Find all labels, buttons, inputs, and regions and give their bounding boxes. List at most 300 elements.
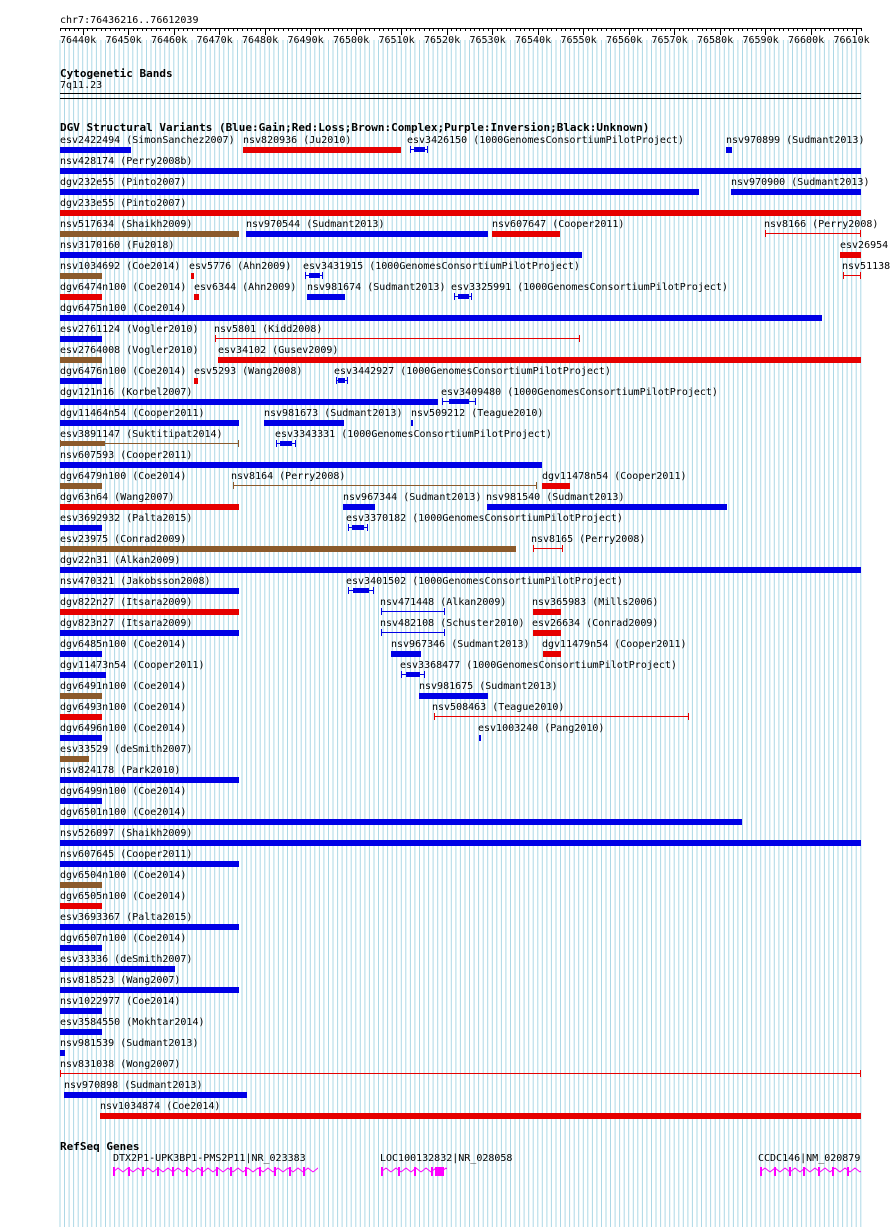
variant-bar[interactable] [60, 462, 542, 468]
ruler-tick [852, 28, 853, 31]
variant-line[interactable] [765, 233, 861, 234]
variant-line[interactable] [843, 275, 861, 276]
variant-bar[interactable] [60, 945, 102, 951]
variant-line-end [536, 482, 537, 489]
variant-label[interactable]: esv5776 (Ahn2009) [189, 261, 292, 272]
gene-model[interactable] [113, 1165, 318, 1177]
variant-bar[interactable] [60, 504, 239, 510]
variant-label[interactable]: dgv6501n100 (Coe2014) [60, 807, 187, 818]
variant-label[interactable]: nsv1022977 (Coe2014) [60, 996, 181, 1007]
ruler-tick-label: 76550k [560, 35, 597, 46]
variant-bar[interactable] [191, 273, 194, 279]
variant-label[interactable]: dgv63n64 (Wang2007) [60, 492, 175, 503]
variant-bar[interactable] [60, 546, 516, 552]
ruler-tick [92, 28, 93, 31]
ruler-tick [256, 28, 257, 31]
variant-bar[interactable] [60, 714, 102, 720]
variant-bar[interactable] [60, 1008, 102, 1014]
variant-bar[interactable] [60, 315, 822, 321]
ruler-tick [583, 28, 584, 35]
variant-bar[interactable] [731, 189, 861, 195]
variant-label[interactable]: esv34102 (Gusev2009) [218, 345, 339, 356]
ruler-tick [661, 28, 662, 31]
variant-line-end [471, 293, 472, 300]
variant-label[interactable]: dgv11473n54 (Cooper2011) [60, 660, 205, 671]
variant-label[interactable]: nsv8166 (Perry2008) [764, 219, 879, 230]
ruler-tick [524, 28, 525, 31]
variant-line-end [860, 230, 861, 237]
variant-bar[interactable] [60, 231, 239, 237]
variant-label[interactable]: esv26954 [840, 240, 889, 251]
variant-line-end [336, 377, 337, 384]
variant-label[interactable]: nsv5801 (Kidd2008) [214, 324, 323, 335]
ruler-tick [470, 28, 471, 31]
variant-bar[interactable] [542, 483, 570, 489]
variant-label[interactable]: dgv6491n100 (Coe2014) [60, 681, 187, 692]
variant-label[interactable]: nsv607647 (Cooper2011) [492, 219, 625, 230]
variant-bar[interactable] [60, 672, 106, 678]
variant-line-end [348, 587, 349, 594]
ruler-tick [69, 28, 70, 31]
variant-line[interactable] [434, 716, 689, 717]
ruler-tick [169, 28, 170, 31]
variant-label[interactable]: dgv6496n100 (Coe2014) [60, 723, 187, 734]
ruler-tick [479, 28, 480, 31]
variant-label[interactable]: nsv818523 (Wang2007) [60, 975, 181, 986]
variant-label[interactable]: nsv981674 (Sudmant2013) [307, 282, 446, 293]
ruler-tick [288, 28, 289, 31]
variant-bar[interactable] [60, 903, 102, 909]
variant-bar[interactable] [343, 504, 375, 510]
ruler-tick-label: 76490k [287, 35, 324, 46]
variant-label[interactable]: esv3401502 (1000GenomesConsortiumPilotProject) [346, 576, 623, 587]
variant-label[interactable]: dgv822n27 (Itsara2009) [60, 597, 193, 608]
variant-line-end [434, 713, 435, 720]
variant-bar[interactable] [338, 378, 345, 383]
ruler-tick [843, 28, 844, 31]
variant-label[interactable]: esv3325991 (1000GenomesConsortiumPilotProject) [451, 282, 728, 293]
variant-label[interactable]: nsv981540 (Sudmant2013) [486, 492, 625, 503]
variant-bar[interactable] [194, 294, 199, 300]
variant-bar[interactable] [246, 231, 488, 237]
variant-label[interactable]: dgv6475n100 (Coe2014) [60, 303, 187, 314]
variant-label[interactable]: nsv470321 (Jakobsson2008) [60, 576, 211, 587]
variant-line-end [765, 230, 766, 237]
variant-bar[interactable] [60, 210, 861, 216]
variant-bar[interactable] [406, 672, 420, 677]
ruler-tick [829, 28, 830, 31]
variant-label[interactable]: nsv471448 (Alkan2009) [380, 597, 507, 608]
ruler-tick [779, 28, 780, 31]
ruler-tick [574, 28, 575, 31]
variant-bar[interactable] [60, 882, 102, 888]
variant-label[interactable]: nsv508463 (Teague2010) [432, 702, 565, 713]
ruler-tick [146, 28, 147, 31]
variant-label[interactable]: nsv981675 (Sudmant2013) [419, 681, 558, 692]
variant-label[interactable]: nsv1034692 (Coe2014) [60, 261, 181, 272]
variant-bar[interactable] [60, 861, 239, 867]
ruler-tick [510, 28, 511, 31]
ruler-tick [174, 28, 175, 35]
variant-label[interactable]: esv3891147 (Suktitipat2014) [60, 429, 223, 440]
ruler-tick [251, 28, 252, 31]
variant-bar[interactable] [218, 357, 861, 363]
variant-label[interactable]: esv1003240 (Pang2010) [478, 723, 605, 734]
variant-bar[interactable] [487, 504, 727, 510]
ruler-tick [87, 28, 88, 31]
variant-label[interactable]: nsv1034874 (Coe2014) [100, 1101, 221, 1112]
variant-label[interactable]: nsv967344 (Sudmant2013) [343, 492, 482, 503]
variant-bar[interactable] [840, 252, 861, 258]
variant-bar[interactable] [60, 798, 102, 804]
gene-exon [803, 1167, 805, 1176]
ruler-tick [356, 28, 357, 35]
ruler-tick [197, 28, 198, 31]
variant-label[interactable]: nsv970544 (Sudmant2013) [246, 219, 385, 230]
ruler-tick [397, 28, 398, 31]
variant-bar[interactable] [60, 147, 131, 153]
coordinate-label: chr7:76436216..76612039 [60, 15, 199, 26]
variant-label[interactable]: dgv11478n54 (Cooper2011) [542, 471, 687, 482]
variant-bar[interactable] [60, 819, 742, 825]
ruler-tick [697, 28, 698, 31]
variant-bar[interactable] [60, 1050, 65, 1056]
variant-line-end [562, 545, 563, 552]
variant-bar[interactable] [60, 399, 438, 405]
variant-bar[interactable] [280, 441, 292, 446]
variant-bar[interactable] [533, 630, 561, 636]
gene-exon [245, 1167, 247, 1176]
variant-bar[interactable] [60, 924, 239, 930]
variant-label[interactable]: esv3442927 (1000GenomesConsortiumPilotProject) [334, 366, 611, 377]
ruler-tick [720, 28, 721, 35]
variant-bar[interactable] [391, 651, 421, 657]
variant-label[interactable]: esv2764008 (Vogler2010) [60, 345, 199, 356]
ruler-tick [820, 28, 821, 31]
variant-bar[interactable] [60, 357, 102, 363]
gene-exon [157, 1167, 159, 1176]
variant-line[interactable] [381, 611, 445, 612]
variant-label[interactable]: nsv967346 (Sudmant2013) [391, 639, 530, 650]
variant-label[interactable]: dgv6479n100 (Coe2014) [60, 471, 187, 482]
ruler-tick [647, 28, 648, 31]
ruler-tick [133, 28, 134, 31]
variant-label[interactable]: esv3409480 (1000GenomesConsortiumPilotProject) [441, 387, 718, 398]
ruler-tick [324, 28, 325, 31]
ruler-tick [611, 28, 612, 31]
ruler-tick [178, 28, 179, 31]
variant-line-end [424, 671, 425, 678]
variant-bar[interactable] [307, 294, 345, 300]
variant-label[interactable]: dgv232e55 (Pinto2007) [60, 177, 187, 188]
ruler-tick [811, 28, 812, 35]
gene-label[interactable]: LOC100132832|NR_028058 [380, 1153, 513, 1164]
ruler-tick [501, 28, 502, 31]
variant-label[interactable]: dgv6474n100 (Coe2014) [60, 282, 187, 293]
ruler-tick [433, 28, 434, 31]
ruler-tick [806, 28, 807, 31]
ruler-tick [374, 28, 375, 31]
variant-label[interactable]: esv2422494 (SimonSanchez2007) [60, 135, 235, 146]
variant-bar[interactable] [60, 168, 861, 174]
ruler-tick-label: 76530k [469, 35, 506, 46]
variant-label[interactable]: nsv831038 (Wong2007) [60, 1059, 181, 1070]
variant-line-end [348, 524, 349, 531]
variant-label[interactable]: esv3370182 (1000GenomesConsortiumPilotProject) [346, 513, 623, 524]
variant-label[interactable]: esv3426150 (1000GenomesConsortiumPilotProject) [407, 135, 684, 146]
variant-bar[interactable] [414, 147, 425, 152]
variant-label[interactable]: dgv6485n100 (Coe2014) [60, 639, 187, 650]
ruler-tick [492, 28, 493, 35]
variant-label[interactable]: esv3693367 (Palta2015) [60, 912, 193, 923]
variant-label[interactable]: nsv517634 (Shaikh2009) [60, 219, 193, 230]
variant-bar[interactable] [60, 294, 102, 300]
ruler-tick-label: 76590k [742, 35, 779, 46]
variant-bar[interactable] [60, 441, 105, 446]
variant-bar[interactable] [419, 693, 488, 699]
variant-line-end [347, 377, 348, 384]
ruler-tick [292, 28, 293, 31]
ruler-tick [456, 28, 457, 31]
variant-bar[interactable] [309, 273, 320, 278]
variant-label[interactable]: esv3343331 (1000GenomesConsortiumPilotProject) [275, 429, 552, 440]
ruler-tick [438, 28, 439, 31]
variant-bar[interactable] [60, 525, 102, 531]
variant-bar[interactable] [60, 189, 699, 195]
ruler-tick [342, 28, 343, 31]
ruler-tick [856, 28, 857, 35]
variant-label[interactable]: dgv11464n54 (Cooper2011) [60, 408, 205, 419]
variant-bar[interactable] [352, 525, 364, 530]
variant-line[interactable] [60, 1073, 861, 1074]
ruler-tick [306, 28, 307, 31]
variant-label[interactable]: nsv824178 (Park2010) [60, 765, 181, 776]
ruler-tick [465, 28, 466, 31]
variant-label[interactable]: nsv428174 (Perry2008b) [60, 156, 193, 167]
ruler-tick-label: 76470k [196, 35, 233, 46]
ruler-tick [724, 28, 725, 31]
ruler-tick [642, 28, 643, 31]
variant-label[interactable]: nsv981673 (Sudmant2013) [264, 408, 403, 419]
variant-line-end [444, 629, 445, 636]
variant-label[interactable]: esv3584550 (Mokhtar2014) [60, 1017, 205, 1028]
variant-bar[interactable] [60, 987, 239, 993]
ruler-tick [592, 28, 593, 31]
variant-bar[interactable] [533, 609, 561, 615]
variant-label[interactable]: nsv509212 (Teague2010) [411, 408, 544, 419]
variant-label[interactable]: nsv51138 [842, 261, 890, 272]
variant-bar[interactable] [479, 735, 481, 741]
variant-bar[interactable] [60, 630, 239, 636]
variant-label[interactable]: dgv233e55 (Pinto2007) [60, 198, 187, 209]
variant-bar[interactable] [60, 252, 582, 258]
variant-label[interactable]: esv23975 (Conrad2009) [60, 534, 187, 545]
ruler-tick-label: 76610k [833, 35, 870, 46]
variant-line-end [454, 293, 455, 300]
variant-label[interactable]: dgv11479n54 (Cooper2011) [542, 639, 687, 650]
ruler-tick [565, 28, 566, 31]
variant-line[interactable] [381, 632, 445, 633]
ruler-tick [379, 28, 380, 31]
variant-line-end [843, 272, 844, 279]
ruler-tick [765, 28, 766, 35]
variant-label[interactable]: nsv526097 (Shaikh2009) [60, 828, 193, 839]
variant-label[interactable]: esv33336 (deSmith2007) [60, 954, 193, 965]
variant-bar[interactable] [60, 336, 102, 342]
ruler-tick-label: 76460k [151, 35, 188, 46]
variant-label[interactable]: nsv970900 (Sudmant2013) [731, 177, 870, 188]
variant-line-end [215, 335, 216, 342]
ruler-tick [497, 28, 498, 31]
ruler-tick [83, 28, 84, 35]
ruler-tick [551, 28, 552, 31]
variant-label[interactable]: esv3431915 (1000GenomesConsortiumPilotProject) [303, 261, 580, 272]
variant-line-end [295, 440, 296, 447]
variant-label[interactable]: esv26634 (Conrad2009) [532, 618, 659, 629]
gene-model[interactable] [760, 1165, 861, 1177]
gene-exon [172, 1167, 174, 1176]
gene-label[interactable]: DTX2P1-UPK3BP1-PMS2P11|NR_023383 [113, 1153, 306, 1164]
variant-label[interactable]: esv2761124 (Vogler2010) [60, 324, 199, 335]
variant-line-end [305, 272, 306, 279]
ruler-tick [706, 28, 707, 31]
variant-bar[interactable] [492, 231, 560, 237]
variant-label[interactable]: dgv6504n100 (Coe2014) [60, 870, 187, 881]
variant-bar[interactable] [194, 378, 198, 384]
variant-label[interactable]: dgv121n16 (Korbel2007) [60, 387, 193, 398]
variant-bar[interactable] [60, 840, 861, 846]
ruler-tick [283, 28, 284, 31]
variant-bar[interactable] [726, 147, 732, 153]
variant-bar[interactable] [353, 588, 369, 593]
variant-bar[interactable] [60, 273, 102, 279]
ruler-tick [101, 28, 102, 31]
variant-label[interactable]: nsv607645 (Cooper2011) [60, 849, 193, 860]
variant-line[interactable] [233, 485, 537, 486]
ruler-tick [201, 28, 202, 31]
variant-bar[interactable] [64, 1092, 247, 1098]
ruler-tick [761, 28, 762, 31]
ruler-tick [328, 28, 329, 31]
variant-bar[interactable] [60, 777, 239, 783]
variant-label[interactable]: nsv820936 (Ju2010) [243, 135, 352, 146]
variant-label[interactable]: dgv6493n100 (Coe2014) [60, 702, 187, 713]
gene-exon [789, 1167, 791, 1176]
variant-label[interactable]: nsv970898 (Sudmant2013) [64, 1080, 203, 1091]
refseq-track-title: RefSeq Genes [60, 1140, 140, 1153]
variant-label[interactable]: esv3368477 (1000GenomesConsortiumPilotProject) [400, 660, 677, 671]
ruler-tick [183, 28, 184, 31]
variant-bar[interactable] [60, 693, 102, 699]
variant-bar[interactable] [60, 735, 102, 741]
ruler-tick [833, 28, 834, 31]
variant-bar[interactable] [264, 420, 344, 426]
gene-exon [760, 1167, 762, 1176]
ruler-tick [451, 28, 452, 31]
variant-bar[interactable] [60, 483, 102, 489]
variant-line-end [579, 335, 580, 342]
ruler-tick [242, 28, 243, 31]
ruler-tick [533, 28, 534, 31]
variant-bar[interactable] [243, 147, 401, 153]
variant-bar[interactable] [543, 651, 561, 657]
variant-label[interactable]: dgv22n31 (Alkan2009) [60, 555, 181, 566]
ruler-tick [670, 28, 671, 31]
variant-label[interactable]: dgv6499n100 (Coe2014) [60, 786, 187, 797]
variant-label[interactable]: esv5293 (Wang2008) [194, 366, 303, 377]
variant-label[interactable]: esv6344 (Ahn2009) [194, 282, 297, 293]
variant-bar[interactable] [458, 294, 469, 299]
variant-bar[interactable] [411, 420, 413, 426]
variant-label[interactable]: dgv6507n100 (Coe2014) [60, 933, 187, 944]
ruler-tick [383, 28, 384, 31]
variant-bar[interactable] [60, 609, 239, 615]
ruler-tick [802, 28, 803, 31]
variant-label[interactable]: nsv482108 (Schuster2010) [380, 618, 525, 629]
gene-label[interactable]: CCDC146|NM_020879 [758, 1153, 861, 1164]
ruler-tick [274, 28, 275, 31]
ruler-tick [210, 28, 211, 31]
ruler-tick [729, 28, 730, 31]
variant-label[interactable]: nsv365983 (Mills2006) [532, 597, 659, 608]
variant-label[interactable]: nsv3170160 (Fu2018) [60, 240, 175, 251]
variant-label[interactable]: dgv6505n100 (Coe2014) [60, 891, 187, 902]
gene-model[interactable] [381, 1165, 447, 1177]
variant-label[interactable]: dgv823n27 (Itsara2009) [60, 618, 193, 629]
variant-bar[interactable] [60, 378, 102, 384]
variant-bar[interactable] [60, 420, 239, 426]
ruler-tick [429, 28, 430, 31]
ruler-tick [488, 28, 489, 31]
variant-line[interactable] [215, 338, 580, 339]
gene-exon [113, 1167, 115, 1176]
variant-bar[interactable] [60, 588, 239, 594]
variant-label[interactable]: nsv981539 (Sudmant2013) [60, 1038, 199, 1049]
variant-line-end [322, 272, 323, 279]
variant-line-end [442, 398, 443, 405]
ruler-tick [665, 28, 666, 31]
variant-bar[interactable] [60, 1029, 102, 1035]
variant-bar[interactable] [449, 399, 469, 404]
ruler-tick-label: 76570k [651, 35, 688, 46]
ruler-tick [733, 28, 734, 31]
ruler-tick [483, 28, 484, 31]
variant-label[interactable]: nsv607593 (Cooper2011) [60, 450, 193, 461]
variant-label[interactable]: esv3692932 (Palta2015) [60, 513, 193, 524]
ruler-tick [624, 28, 625, 31]
variant-label[interactable]: nsv970899 (Sudmant2013) [726, 135, 865, 146]
variant-label[interactable]: esv33529 (deSmith2007) [60, 744, 193, 755]
variant-label[interactable]: nsv8164 (Perry2008) [231, 471, 346, 482]
variant-bar[interactable] [60, 756, 89, 762]
variant-bar[interactable] [100, 1113, 861, 1119]
ruler-tick [124, 28, 125, 31]
variant-label[interactable]: dgv6476n100 (Coe2014) [60, 366, 187, 377]
variant-bar[interactable] [60, 966, 175, 972]
ruler-tick [620, 28, 621, 31]
variant-line[interactable] [533, 548, 563, 549]
ruler-tick [187, 28, 188, 31]
ruler-tick [160, 28, 161, 31]
variant-bar[interactable] [60, 651, 102, 657]
variant-bar[interactable] [60, 567, 861, 573]
variant-line-end [367, 524, 368, 531]
ruler-tick [861, 28, 862, 31]
ruler-tick [142, 28, 143, 31]
ruler-tick [715, 28, 716, 31]
variant-label[interactable]: nsv8165 (Perry2008) [531, 534, 646, 545]
ruler-tick [265, 28, 266, 35]
